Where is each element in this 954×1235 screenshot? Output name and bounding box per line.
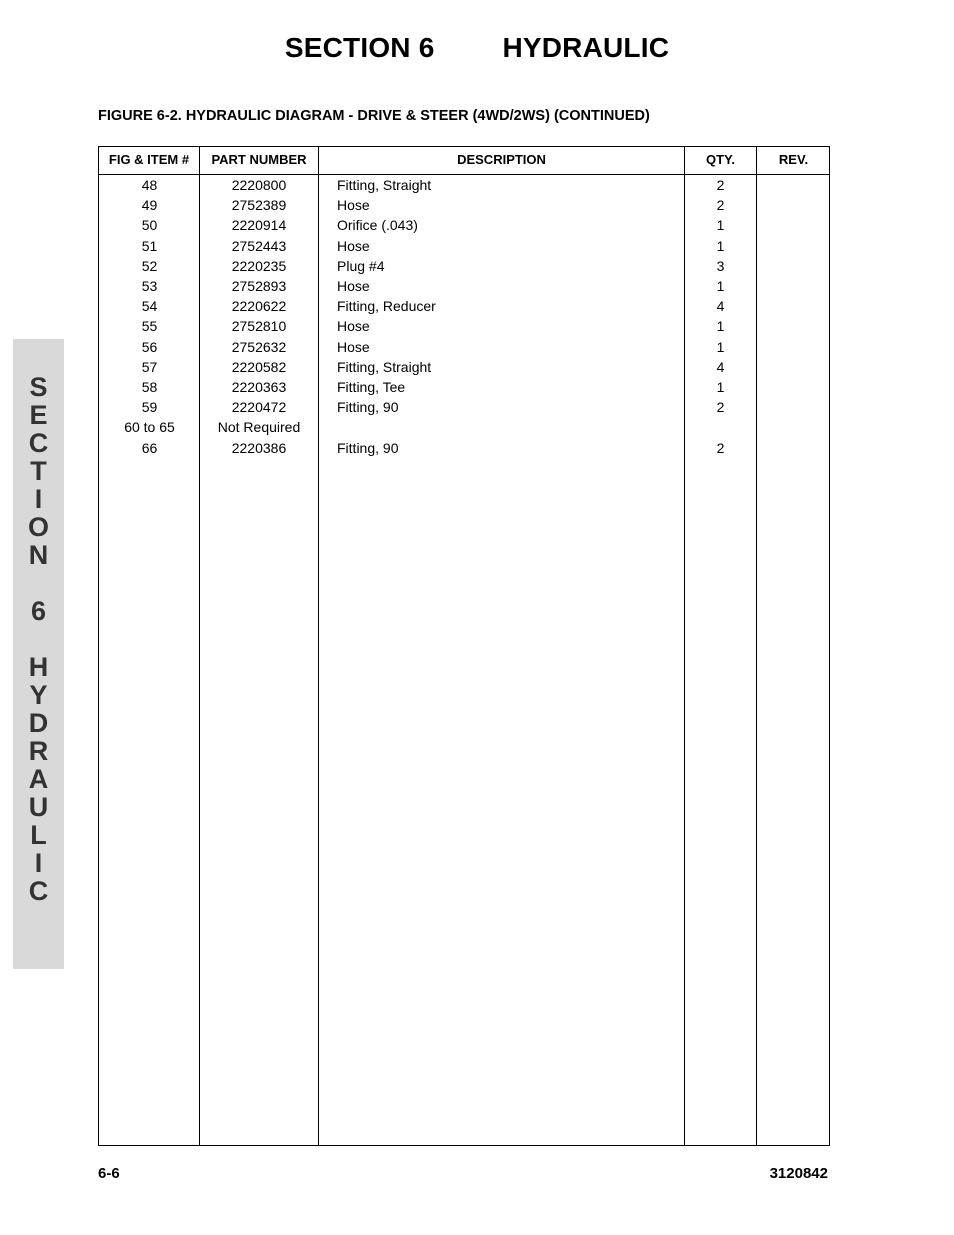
item-cell: 59 xyxy=(141,399,158,416)
part-number-cell: 2220582 xyxy=(231,358,287,375)
part-number-cell: 2752632 xyxy=(231,338,287,355)
side-tab-letter: D xyxy=(28,708,49,738)
item-cell: 49 xyxy=(141,197,158,214)
side-tab-letter: C xyxy=(28,876,49,906)
item-cell: 66 xyxy=(141,439,158,456)
table-row xyxy=(99,236,829,256)
part-number-cell: 2220622 xyxy=(231,298,287,315)
table-row xyxy=(99,377,829,397)
description-cell: Fitting, Straight xyxy=(337,177,432,193)
table-row xyxy=(99,438,829,458)
part-number-cell: 2752389 xyxy=(231,197,287,214)
side-tab-letter: L xyxy=(30,820,47,850)
section-name: HYDRAULIC xyxy=(502,32,670,63)
table-row xyxy=(99,276,829,296)
document-number: 3120842 xyxy=(769,1165,828,1182)
side-tab-letter: E xyxy=(29,400,48,430)
item-cell: 55 xyxy=(141,318,158,335)
part-number-cell: 2220235 xyxy=(231,257,287,274)
parts-table xyxy=(98,146,830,1146)
part-number-cell: 2752810 xyxy=(231,318,287,335)
part-number-cell: 2752443 xyxy=(231,237,287,254)
side-tab-letter: Y xyxy=(29,680,48,710)
item-cell: 60 to 65 xyxy=(124,419,175,436)
qty-cell: 2 xyxy=(716,439,725,456)
description-cell: Orifice (.043) xyxy=(337,217,418,234)
item-cell: 52 xyxy=(141,257,158,274)
description-cell: Plug #4 xyxy=(337,257,385,274)
item-cell: 58 xyxy=(141,379,158,395)
item-cell: 57 xyxy=(141,358,158,375)
description-cell: Fitting, 90 xyxy=(337,439,399,456)
description-cell: Hose xyxy=(337,338,370,355)
side-tab-number: 6 xyxy=(30,596,47,626)
table-row xyxy=(99,195,829,215)
side-tab-letter: R xyxy=(28,736,49,766)
part-number-cell: 2752893 xyxy=(231,278,287,294)
side-tab-letter: C xyxy=(28,428,49,458)
item-cell: 48 xyxy=(141,177,158,193)
qty-cell: 1 xyxy=(716,217,725,234)
column-header-rev: REV. xyxy=(778,152,809,167)
column-header-description: DESCRIPTION xyxy=(457,152,546,167)
table-header xyxy=(99,147,829,175)
description-cell: Fitting, Reducer xyxy=(337,298,436,315)
description-cell: Fitting, Tee xyxy=(337,379,406,395)
part-number-cell: Not Required xyxy=(217,419,301,436)
page-number: 6-6 xyxy=(98,1165,120,1182)
part-number-cell: 2220386 xyxy=(231,439,287,456)
table-row xyxy=(99,316,829,336)
column-header-part-number: PART NUMBER xyxy=(211,152,307,167)
side-tab-letter: O xyxy=(27,512,49,542)
item-cell: 50 xyxy=(141,217,158,234)
part-number-cell: 2220472 xyxy=(231,399,287,416)
side-tab-letter: S xyxy=(29,372,48,402)
description-cell: Fitting, 90 xyxy=(337,399,399,416)
qty-cell: 4 xyxy=(716,358,725,375)
column-header-qty: QTY. xyxy=(706,152,735,167)
item-cell: 56 xyxy=(141,338,158,355)
side-tab-letter: N xyxy=(28,540,49,570)
side-tab-letter: I xyxy=(34,484,43,514)
part-number-cell: 2220363 xyxy=(231,379,287,395)
side-tab-letter: U xyxy=(28,792,49,822)
side-tab-letter: A xyxy=(28,764,49,794)
qty-cell: 1 xyxy=(716,278,725,294)
description-cell: Hose xyxy=(337,278,370,294)
qty-cell: 2 xyxy=(716,197,725,214)
table-row xyxy=(99,397,829,417)
table-row xyxy=(99,417,829,437)
qty-cell: 1 xyxy=(716,237,725,254)
table-row xyxy=(99,357,829,377)
description-cell: Fitting, Straight xyxy=(337,358,432,375)
description-cell: Hose xyxy=(337,197,370,214)
page-title xyxy=(0,32,954,64)
side-tab-letter: H xyxy=(28,652,49,682)
table-row xyxy=(99,175,829,195)
qty-cell: 1 xyxy=(716,338,725,355)
figure-title: FIGURE 6-2. HYDRAULIC DIAGRAM - DRIVE & STEER (4WD/2WS) (CONTINUED) xyxy=(98,108,650,124)
item-cell: 54 xyxy=(141,298,158,315)
table-row xyxy=(99,256,829,276)
side-tab-letters xyxy=(13,373,64,905)
section-number: SECTION 6 xyxy=(284,32,435,63)
qty-cell: 1 xyxy=(716,318,725,335)
qty-cell: 2 xyxy=(716,399,725,416)
qty-cell: 3 xyxy=(716,257,725,274)
part-number-cell: 2220800 xyxy=(231,177,287,193)
description-cell: Hose xyxy=(337,318,370,335)
description-cell: Hose xyxy=(337,237,370,254)
item-cell: 53 xyxy=(141,278,158,294)
table-row xyxy=(99,296,829,316)
qty-cell: 2 xyxy=(716,177,725,193)
side-tab-letter: I xyxy=(34,848,43,878)
side-tab-letter: T xyxy=(30,456,47,486)
table-row xyxy=(99,215,829,235)
table-row xyxy=(99,337,829,357)
item-cell: 51 xyxy=(141,237,158,254)
qty-cell: 4 xyxy=(716,298,725,315)
column-header-item: FIG & ITEM # xyxy=(108,152,190,167)
qty-cell: 1 xyxy=(716,379,725,395)
section-side-tab xyxy=(13,339,64,969)
part-number-cell: 2220914 xyxy=(231,217,287,234)
